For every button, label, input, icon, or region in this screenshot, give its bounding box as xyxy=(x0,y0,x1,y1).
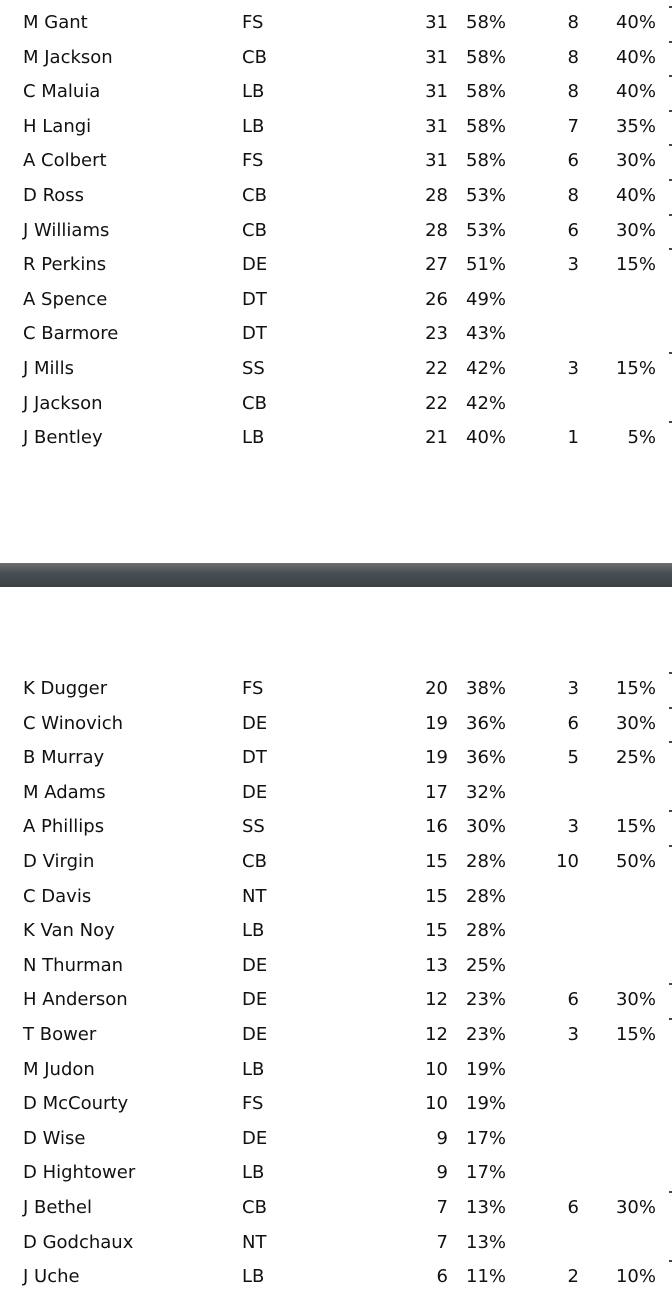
defense-snap-pct: 42% xyxy=(466,357,507,379)
defense-snap-pct: 49% xyxy=(466,288,507,310)
special-teams-snap-pct: 30% xyxy=(615,219,656,241)
player-name: C Winovich xyxy=(23,712,124,734)
defense-snaps: 19 xyxy=(425,747,448,769)
player-name: C Maluia xyxy=(23,81,101,103)
defense-snap-pct: 58% xyxy=(466,115,507,137)
special-teams-snaps: 6 xyxy=(567,989,579,1011)
player-position: LB xyxy=(242,115,265,137)
defense-snaps: 21 xyxy=(425,427,448,449)
snap-count-table-top xyxy=(0,6,672,456)
player-position: CB xyxy=(242,219,267,241)
player-name: C Barmore xyxy=(23,323,119,345)
defense-snap-pct: 58% xyxy=(466,46,507,68)
special-teams-snap-pct: 30% xyxy=(615,150,656,172)
player-position: SS xyxy=(242,357,265,379)
player-position: NT xyxy=(242,885,267,907)
player-row xyxy=(0,672,672,707)
player-name: N Thurman xyxy=(23,954,124,976)
special-teams-snap-pct: 40% xyxy=(615,46,656,68)
special-teams-snaps: 3 xyxy=(567,1023,579,1045)
player-name: D Wise xyxy=(23,1127,86,1149)
player-name: M Gant xyxy=(23,12,88,33)
player-name: H Langi xyxy=(23,115,92,137)
player-position: FS xyxy=(242,12,264,33)
defense-snap-pct: 51% xyxy=(466,254,507,276)
player-name: H Anderson xyxy=(23,989,128,1011)
special-teams-snap-pct: 35% xyxy=(615,115,656,137)
player-position: CB xyxy=(242,850,267,872)
player-name: J Bentley xyxy=(23,427,103,449)
player-position: CB xyxy=(242,1196,267,1218)
player-row xyxy=(0,776,672,811)
player-name: R Perkins xyxy=(23,254,107,276)
defense-snap-pct: 32% xyxy=(466,781,507,803)
player-position: LB xyxy=(242,1058,265,1080)
special-teams-snaps: 2 xyxy=(567,1266,579,1288)
defense-snap-pct: 17% xyxy=(466,1127,507,1149)
player-row xyxy=(0,144,672,179)
special-teams-snap-pct: 40% xyxy=(615,184,656,206)
defense-snap-pct: 40% xyxy=(466,427,507,449)
player-name: J Jackson xyxy=(23,392,103,414)
player-position: FS xyxy=(242,1093,264,1115)
player-position: DT xyxy=(242,288,267,310)
player-name: T Bower xyxy=(23,1023,97,1045)
player-row xyxy=(0,983,672,1018)
defense-snap-pct: 28% xyxy=(466,885,507,907)
player-position: DE xyxy=(242,712,268,734)
player-row xyxy=(0,1226,672,1261)
defense-snap-pct: 28% xyxy=(466,920,507,942)
player-row xyxy=(0,421,672,456)
defense-snap-pct: 13% xyxy=(466,1231,507,1253)
section-divider xyxy=(0,563,672,587)
defense-snap-pct: 11% xyxy=(466,1266,507,1288)
special-teams-snaps: 6 xyxy=(567,1196,579,1218)
defense-snap-pct: 43% xyxy=(466,323,507,345)
player-position: DT xyxy=(242,323,267,345)
player-position: LB xyxy=(242,1162,265,1184)
defense-snap-pct: 58% xyxy=(466,81,507,103)
special-teams-snaps: 8 xyxy=(567,12,579,33)
defense-snap-pct: 25% xyxy=(466,954,507,976)
player-name: J Bethel xyxy=(23,1196,92,1218)
player-name: D Godchaux xyxy=(23,1231,134,1253)
player-row xyxy=(0,1156,672,1191)
defense-snap-pct: 58% xyxy=(466,150,507,172)
defense-snaps: 28 xyxy=(425,219,448,241)
special-teams-snap-pct: 15% xyxy=(615,816,656,838)
player-row xyxy=(0,6,672,41)
player-position: FS xyxy=(242,678,264,699)
player-row xyxy=(0,1122,672,1157)
defense-snap-pct: 58% xyxy=(466,12,507,33)
player-name: M Judon xyxy=(23,1058,95,1080)
special-teams-snaps: 3 xyxy=(567,678,579,699)
player-position: CB xyxy=(242,392,267,414)
snap-count-table-bottom xyxy=(0,672,672,1295)
player-position: LB xyxy=(242,81,265,103)
player-row xyxy=(0,248,672,283)
player-row xyxy=(0,283,672,318)
special-teams-snaps: 3 xyxy=(567,357,579,379)
defense-snaps: 31 xyxy=(425,115,448,137)
player-row xyxy=(0,110,672,145)
player-row xyxy=(0,845,672,880)
player-row xyxy=(0,914,672,949)
special-teams-snap-pct: 25% xyxy=(615,747,656,769)
defense-snaps: 12 xyxy=(425,1023,448,1045)
special-teams-snap-pct: 15% xyxy=(615,678,656,699)
defense-snaps: 20 xyxy=(425,678,448,699)
defense-snaps: 7 xyxy=(436,1231,448,1253)
defense-snap-pct: 42% xyxy=(466,392,507,414)
player-name: D Ross xyxy=(23,184,85,206)
player-name: B Murray xyxy=(23,747,105,769)
player-name: K Van Noy xyxy=(23,920,115,942)
player-position: DE xyxy=(242,954,268,976)
defense-snaps: 27 xyxy=(425,254,448,276)
special-teams-snap-pct: 40% xyxy=(615,12,656,33)
player-row xyxy=(0,387,672,422)
player-name: D McCourty xyxy=(23,1093,129,1115)
player-position: DE xyxy=(242,781,268,803)
defense-snaps: 15 xyxy=(425,850,448,872)
defense-snap-pct: 38% xyxy=(466,678,507,699)
player-name: A Spence xyxy=(23,288,108,310)
player-name: J Mills xyxy=(23,357,74,379)
defense-snap-pct: 36% xyxy=(466,712,507,734)
defense-snaps: 31 xyxy=(425,46,448,68)
special-teams-snap-pct: 50% xyxy=(615,850,656,872)
player-position: CB xyxy=(242,184,267,206)
player-row xyxy=(0,741,672,776)
defense-snaps: 15 xyxy=(425,920,448,942)
player-row xyxy=(0,317,672,352)
defense-snaps: 10 xyxy=(425,1093,448,1115)
special-teams-snaps: 10 xyxy=(556,850,579,872)
special-teams-snaps: 6 xyxy=(567,150,579,172)
player-row xyxy=(0,179,672,214)
player-position: DE xyxy=(242,1127,268,1149)
defense-snaps: 9 xyxy=(436,1127,448,1149)
player-name: K Dugger xyxy=(23,678,108,699)
player-row xyxy=(0,352,672,387)
player-row xyxy=(0,41,672,76)
player-position: LB xyxy=(242,920,265,942)
player-position: NT xyxy=(242,1231,267,1253)
defense-snap-pct: 23% xyxy=(466,989,507,1011)
defense-snap-pct: 53% xyxy=(466,219,507,241)
player-row xyxy=(0,1053,672,1088)
player-row xyxy=(0,1260,672,1295)
defense-snap-pct: 28% xyxy=(466,850,507,872)
player-row xyxy=(0,707,672,742)
defense-snaps: 10 xyxy=(425,1058,448,1080)
player-row xyxy=(0,810,672,845)
player-name: M Jackson xyxy=(23,46,113,68)
defense-snaps: 22 xyxy=(425,392,448,414)
defense-snaps: 31 xyxy=(425,150,448,172)
defense-snap-pct: 13% xyxy=(466,1196,507,1218)
defense-snaps: 6 xyxy=(436,1266,448,1288)
defense-snaps: 9 xyxy=(436,1162,448,1184)
special-teams-snap-pct: 15% xyxy=(615,1023,656,1045)
player-position: SS xyxy=(242,816,265,838)
player-row xyxy=(0,1087,672,1122)
special-teams-snaps: 5 xyxy=(567,747,579,769)
special-teams-snap-pct: 30% xyxy=(615,989,656,1011)
player-row xyxy=(0,75,672,110)
defense-snaps: 28 xyxy=(425,184,448,206)
defense-snaps: 16 xyxy=(425,816,448,838)
special-teams-snaps: 6 xyxy=(567,712,579,734)
special-teams-snaps: 8 xyxy=(567,184,579,206)
player-position: DE xyxy=(242,254,268,276)
special-teams-snap-pct: 30% xyxy=(615,1196,656,1218)
player-position: CB xyxy=(242,46,267,68)
defense-snaps: 26 xyxy=(425,288,448,310)
defense-snaps: 31 xyxy=(425,12,448,33)
special-teams-snaps: 1 xyxy=(567,427,579,449)
player-position: LB xyxy=(242,1266,265,1288)
special-teams-snap-pct: 15% xyxy=(615,254,656,276)
special-teams-snaps: 3 xyxy=(567,254,579,276)
special-teams-snaps: 8 xyxy=(567,81,579,103)
player-row xyxy=(0,1018,672,1053)
special-teams-snap-pct: 10% xyxy=(615,1266,656,1288)
defense-snaps: 31 xyxy=(425,81,448,103)
special-teams-snaps: 8 xyxy=(567,46,579,68)
special-teams-snaps: 6 xyxy=(567,219,579,241)
special-teams-snap-pct: 15% xyxy=(615,357,656,379)
player-position: FS xyxy=(242,150,264,172)
defense-snap-pct: 30% xyxy=(466,816,507,838)
defense-snap-pct: 19% xyxy=(466,1093,507,1115)
special-teams-snaps: 7 xyxy=(567,115,579,137)
special-teams-snap-pct: 30% xyxy=(615,712,656,734)
player-name: J Uche xyxy=(23,1266,80,1288)
player-position: DE xyxy=(242,1023,268,1045)
player-row xyxy=(0,880,672,915)
player-name: D Hightower xyxy=(23,1162,136,1184)
player-position: LB xyxy=(242,427,265,449)
special-teams-snap-pct: 5% xyxy=(627,427,656,449)
special-teams-snaps: 3 xyxy=(567,816,579,838)
defense-snaps: 13 xyxy=(425,954,448,976)
player-position: DT xyxy=(242,747,267,769)
defense-snaps: 12 xyxy=(425,989,448,1011)
player-name: A Phillips xyxy=(23,816,105,838)
player-row xyxy=(0,949,672,984)
player-name: A Colbert xyxy=(23,150,107,172)
defense-snap-pct: 53% xyxy=(466,184,507,206)
player-name: C Davis xyxy=(23,885,92,907)
player-name: M Adams xyxy=(23,781,106,803)
defense-snap-pct: 17% xyxy=(466,1162,507,1184)
defense-snap-pct: 23% xyxy=(466,1023,507,1045)
defense-snap-pct: 36% xyxy=(466,747,507,769)
special-teams-snap-pct: 40% xyxy=(615,81,656,103)
defense-snaps: 19 xyxy=(425,712,448,734)
player-name: J Williams xyxy=(23,219,110,241)
defense-snaps: 15 xyxy=(425,885,448,907)
defense-snaps: 17 xyxy=(425,781,448,803)
player-position: DE xyxy=(242,989,268,1011)
player-row xyxy=(0,214,672,249)
defense-snaps: 7 xyxy=(436,1196,448,1218)
defense-snaps: 22 xyxy=(425,357,448,379)
player-row xyxy=(0,1191,672,1226)
defense-snap-pct: 19% xyxy=(466,1058,507,1080)
defense-snaps: 23 xyxy=(425,323,448,345)
player-name: D Virgin xyxy=(23,850,95,872)
